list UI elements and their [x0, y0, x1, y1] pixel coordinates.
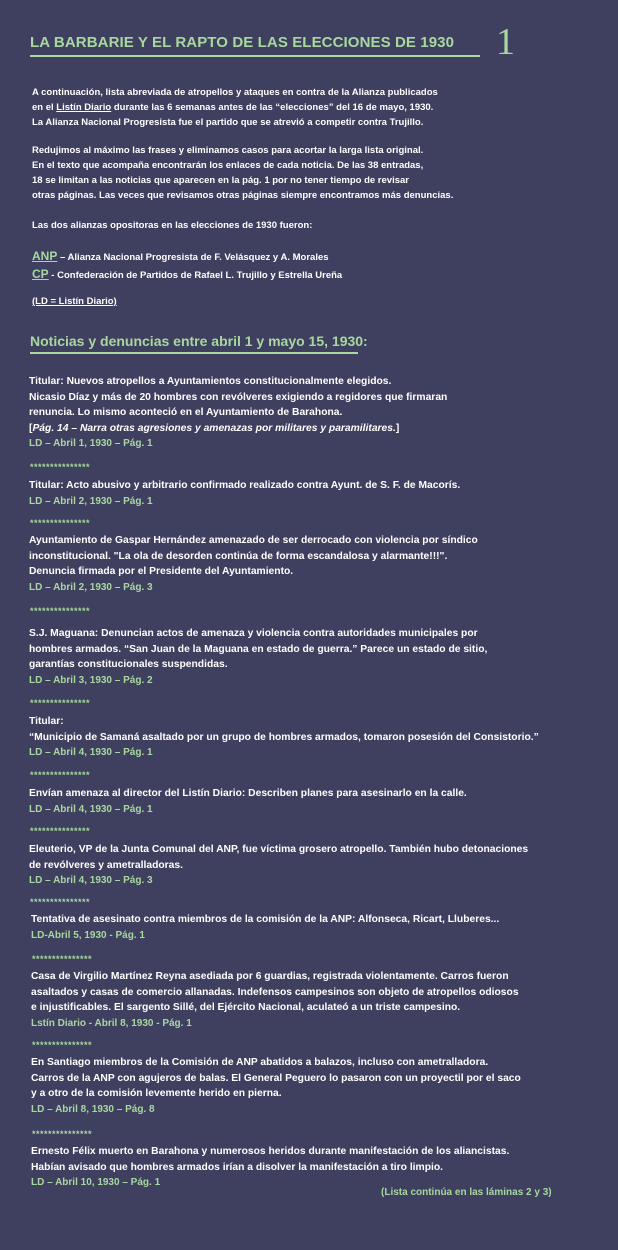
page-title: LA BARBARIE Y EL RAPTO DE LAS ELECCIONES DE 1930 — [30, 34, 455, 51]
anp-description: – Alianza Nacional Progresista de F. Velásquez y A. Morales — [57, 252, 329, 263]
entry-line: renuncia. Lo mismo aconteció en el Ayuntamiento de Barahona. — [29, 407, 343, 418]
intro-line: Redujimos al máximo las frases y eliminamos casos para acortar la larga lista original. — [32, 145, 424, 156]
cp-abbr: CP — [32, 267, 49, 281]
entry-line — [29, 421, 447, 437]
intro-paragraph-2 — [32, 143, 453, 203]
entry-line: garantías constitucionales suspendidas. — [29, 659, 228, 670]
entry-source: LD – Abril 1, 1930 – Pág. 1 — [29, 438, 153, 449]
alliances-list — [32, 248, 342, 284]
entry-separator: *************** — [32, 954, 93, 964]
news-entry-9 — [31, 969, 519, 1031]
intro-line: En el texto que acompaña encontrarán los enlaces de cada noticia. De las 38 entradas, — [32, 160, 424, 171]
news-entry-4 — [29, 626, 487, 688]
section-heading: Noticias y denuncias entre abril 1 y mayo 15, 1930: — [30, 333, 368, 349]
ld-abbreviation-note: (LD = Listín Diario) — [32, 296, 117, 307]
intro-line: otras páginas. Las veces que revisamos otras páginas siempre encontramos más denuncias. — [32, 190, 454, 201]
news-entry-11 — [31, 1144, 509, 1191]
entry-line: asaltados y casas de comercio allanadas. Indefensos campesinos son objeto de atropellos odiosos — [31, 986, 519, 998]
plate-number: 1 — [496, 21, 515, 63]
entry-note-italic: Pág. 14 – Narra otras agresiones y amenazas por militares y paramilitares. — [32, 422, 396, 434]
intro-line: 18 se limitan a las noticias que aparecen en la pág. 1 por no tener tiempo de revisar — [32, 175, 409, 186]
entry-line: “Municipio de Samaná asaltado por un grupo de hombres armados, tomaron posesión del Consistorio.” — [29, 731, 539, 743]
entry-line: e injustificables. El sargento Sillé, del Ejército Nacional, aculateó a un triste campesino. — [31, 1002, 461, 1013]
bracket-open: [ — [29, 422, 33, 434]
intro-text: en el — [32, 102, 57, 113]
entry-line: Carros de la ANP con agujeros de balas. El General Peguero lo pasaron con un proyectil por el saco — [31, 1072, 521, 1084]
bracket-close: ] — [395, 422, 400, 434]
entry-line: hombres armados. “San Juan de la Maguana en estado de guerra.” Parece un estado de sitio, — [29, 643, 488, 655]
entry-source: LD – Abril 3, 1930 – Pág. 2 — [29, 674, 153, 686]
cp-description: - Confederación de Partidos de Rafael L. Trujillo y Estrella Ureña — [48, 270, 343, 281]
entry-source: Lstín Diario - Abril 8, 1930 - Pág. 1 — [31, 1017, 192, 1029]
entry-line: Titular: Nuevos atropellos a Ayuntamientos constitucionalmente elegidos. — [29, 376, 392, 387]
entry-source: LD – Abril 2, 1930 – Pág. 3 — [29, 581, 153, 593]
intro-line: A continuación, lista abreviada de atropellos y ataques en contra de la Alianza publicados — [32, 87, 438, 98]
entry-source: LD – Abril 2, 1930 – Pág. 1 — [29, 495, 153, 507]
entry-separator: *************** — [30, 897, 91, 907]
intro-line: La Alianza Nacional Progresista fue el partido que se atrevió a competir contra Trujillo. — [32, 117, 424, 128]
entry-line: Denuncia firmada por el Presidente del Ayuntamiento. — [29, 566, 294, 577]
title-underline — [30, 55, 480, 57]
news-entry-10 — [31, 1055, 521, 1117]
entry-separator: *************** — [32, 1129, 93, 1139]
alliance-anp — [32, 248, 342, 266]
entry-separator: *************** — [30, 698, 91, 708]
entry-source: LD – Abril 10, 1930 – Pág. 1 — [31, 1177, 161, 1188]
intro-line — [32, 100, 438, 115]
entry-line: Titular: Acto abusivo y arbitrario confirmado realizado contra Ayunt. de S. F. de Macorís. — [29, 480, 461, 491]
intro-paragraph-3: Las dos alianzas opositoras en las elecciones de 1930 fueron: — [32, 220, 313, 231]
news-entry-7 — [29, 842, 528, 889]
news-entry-5 — [29, 714, 539, 761]
entry-line: Casa de Virgilio Martínez Reyna asediada por 6 guardias, registrada violentamente. Carros fueron — [31, 971, 509, 982]
entry-line: Titular: — [29, 716, 64, 727]
alliance-cp — [32, 266, 342, 284]
section-heading-underline — [30, 352, 358, 354]
entry-line: Nicasio Díaz y más de 20 hombres con revólveres exigiendo a regidores que firmaran — [29, 391, 448, 403]
intro-text: durante las 6 semanas antes de las “elecciones” del 16 de mayo, 1930. — [111, 102, 434, 113]
entry-separator: *************** — [30, 462, 91, 472]
entry-separator: *************** — [32, 1040, 93, 1050]
entry-line: Tentativa de asesinato contra miembros de la comisión de la ANP: Alfonseca, Ricart, Lluberes... — [31, 914, 500, 925]
listin-diario-link[interactable]: Listín Diario — [56, 102, 112, 113]
entry-separator: *************** — [30, 770, 91, 780]
entry-line: Habían avisado que hombres armados irían a disolver la manifestación a tiro limpio. — [31, 1161, 443, 1173]
entry-separator: *************** — [30, 826, 91, 836]
entry-separator: *************** — [30, 518, 91, 528]
entry-line: Envían amenaza al director del Listín Diario: Describen planes para asesinarlo en la calle. — [29, 788, 467, 799]
entry-source: LD-Abril 5, 1930 - Pág. 1 — [31, 929, 145, 941]
entry-source: LD – Abril 8, 1930 – Pág. 8 — [31, 1103, 155, 1115]
entry-line: S.J. Maguana: Denuncian actos de amenaza y violencia contra autoridades municipales por — [29, 628, 478, 639]
entry-source: LD – Abril 4, 1930 – Pág. 3 — [29, 875, 153, 886]
entry-line: inconstitucional. "La ola de desorden continúa de forma escandalosa y alarmante!!!". — [29, 550, 448, 562]
news-entry-8 — [31, 912, 499, 943]
news-entry-1 — [29, 374, 447, 452]
continuation-note: (Lista continúa en las láminas 2 y 3) — [381, 1187, 552, 1198]
entry-separator: *************** — [30, 606, 91, 616]
entry-source: LD – Abril 4, 1930 – Pág. 1 — [29, 747, 153, 758]
entry-line: de revólveres y ametralladoras. — [29, 859, 183, 871]
entry-source: LD – Abril 4, 1930 – Pág. 1 — [29, 803, 153, 815]
intro-paragraph-1 — [32, 85, 438, 130]
anp-abbr: ANP — [32, 249, 58, 263]
news-entry-3 — [29, 533, 478, 595]
news-entry-2 — [29, 478, 460, 509]
entry-line: En Santiago miembros de la Comisión de ANP abatidos a balazos, incluso con ametralladora. — [31, 1057, 489, 1068]
entry-line: Eleuterio, VP de la Junta Comunal del ANP, fue víctima grosero atropello. También hubo detonaciones — [29, 844, 529, 855]
entry-line: Ayuntamiento de Gaspar Hernández amenazado de ser derrocado con violencia por síndico — [29, 535, 478, 546]
entry-line: Ernesto Félix muerto en Barahona y numerosos heridos durante manifestación de los aliancistas. — [31, 1146, 510, 1157]
news-entry-6 — [29, 786, 467, 817]
entry-line: y a otro de la comisión levemente herido en pierna. — [31, 1088, 282, 1099]
